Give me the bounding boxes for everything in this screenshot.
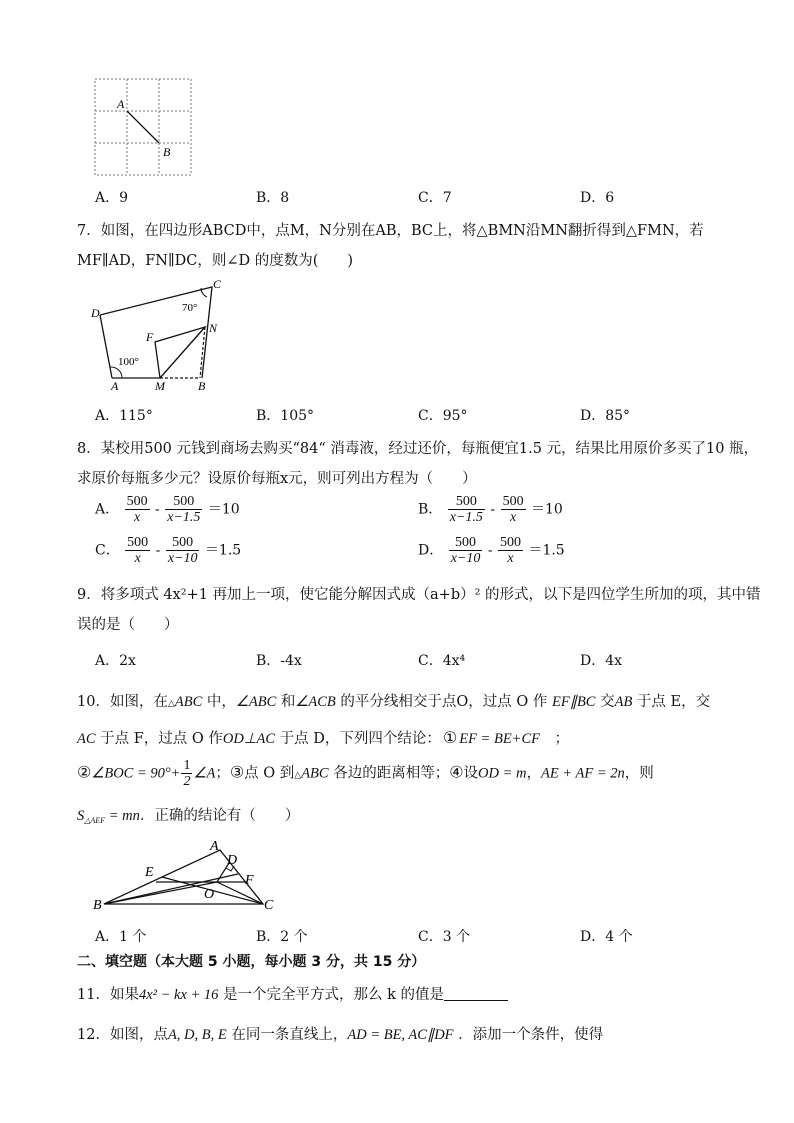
q10-option-d[interactable]: D．4 个 [580,929,633,945]
quad-label-c: C [213,277,222,291]
q7-option-b[interactable]: B．105° [256,408,315,424]
section-heading-fill-blank: 二、填空题（本大题 5 小题，每小题 3 分，共 15 分） [77,954,426,970]
quad-label-b: B [198,379,206,393]
q7-option-a[interactable]: A．115° [95,408,153,424]
grid-figure [94,78,196,184]
grid-label-b: B [163,145,171,159]
conclusion-1-marker: ① [442,728,458,747]
q8-text-line2: 求原价每瓶多少元？设原价每瓶x元，则可列出方程为（ ） [77,471,477,487]
q9-option-b[interactable]: B．-4x [256,653,302,669]
q7-option-d[interactable]: D．85° [580,408,631,424]
q10-text-line3: ②∠BOC = 90°+ $\frac{1}{2}$ ∠A；③点 O 到△ABC 各边的距离相等；④设OD = m，AE + AF = 2n，则 [77,758,654,789]
quad-label-d: D [91,306,100,320]
segment-ab [127,111,159,143]
triangle-figure [90,836,280,920]
quad-label-n: N [209,321,218,335]
conclusion-2-marker: ② [77,762,92,782]
q9-option-d[interactable]: D．4x [580,653,623,669]
tri-label-e: E [145,865,154,880]
q11-text: 11．如果4x² − kx + 16 是一个完全平方式，那么 k 的值是 [77,983,508,1004]
q8-option-c[interactable]: C． $\frac{500}{x}$ - $\frac{500}{x-10}$ ＝1.5 [95,535,242,566]
q6-option-a[interactable]: A．9 [95,190,129,206]
tri-label-a: A [210,839,219,854]
tri-label-f: F [245,873,254,888]
q7-text-line2: MF∥AD，FN∥DC，则∠D 的度数为( ) [77,253,354,269]
quad-angle-a: 100° [118,356,139,368]
tri-label-o: O [204,887,215,902]
q8-text-line1: 8．某校用500 元钱到商场去购买“84“ 消毒液，经过还价，每瓶便宜1.5 元，结果比用原价多买了10 瓶， [77,441,759,457]
quad-label-f: F [146,330,154,344]
tri-label-b: B [93,898,102,913]
q6-option-c[interactable]: C．7 [418,190,452,206]
q10-text-line1: 10．如图，在△ABC 中，∠ABC 和∠ACB 的平分线相交于点O，过点 O 作 EF∥BC 交AB 于点 E，交 [77,694,711,710]
q9-option-c[interactable]: C．4x⁴ [418,653,466,669]
tri-label-d: D [227,853,238,868]
q9-text-line1: 9．将多项式 4x²+1 再加上一项，使它能分解因式成（a+b）² 的形式，以下是四位学生所加的项，其中错 [77,587,761,603]
q9-option-a[interactable]: A．2x [95,653,136,669]
q10-text-line2: AC 于点 F，过点 O 作OD⊥AC 于点 D，下列四个结论： ① EF = BE+CF ； [77,728,569,747]
q12-text: 12．如图，点A, D, B, E 在同一条直线上，AD = BE, AC∥DF ．添加一个条件，使得 [77,1027,604,1043]
q8-option-a[interactable]: A． $\frac{500}{x}$ - $\frac{500}{x-1.5}$ ＝10 [95,494,240,525]
q6-option-d[interactable]: D．6 [580,190,615,206]
q10-option-b[interactable]: B．2 个 [256,929,308,945]
quad-label-a: A [111,379,119,393]
q8-option-d[interactable]: D． $\frac{500}{x-10}$ - $\frac{500}{x}$ ＝1.5 [418,535,565,566]
q10-option-a[interactable]: A．1 个 [95,929,147,945]
quad-label-m: M [155,379,165,393]
q9-text-line2: 误的是（ ） [77,617,179,633]
q10-text-line4: $S_{\triangle AEF}$ = mn．正确的结论有（ ） [77,808,300,825]
quadrilateral-figure [88,277,228,399]
grid-label-a: A [117,97,125,111]
q10-option-c[interactable]: C．3 个 [418,929,471,945]
q11-answer-blank[interactable] [444,986,508,1001]
q6-option-b[interactable]: B．8 [256,190,290,206]
conclusion-3-marker: ③ [229,762,245,782]
q8-option-b[interactable]: B． $\frac{500}{x-1.5}$ - $\frac{500}{x}$ ＝10 [418,494,563,525]
tri-label-c: C [264,898,274,913]
conclusion-4-marker: ④ [449,762,464,782]
q7-option-c[interactable]: C．95° [418,408,468,424]
q7-text-line1: 7．如图，在四边形ABCD中，点M，N分别在AB，BC上，将△BMN沿MN翻折得到△FMN，若 [77,223,704,239]
quad-angle-c: 70° [182,302,198,314]
